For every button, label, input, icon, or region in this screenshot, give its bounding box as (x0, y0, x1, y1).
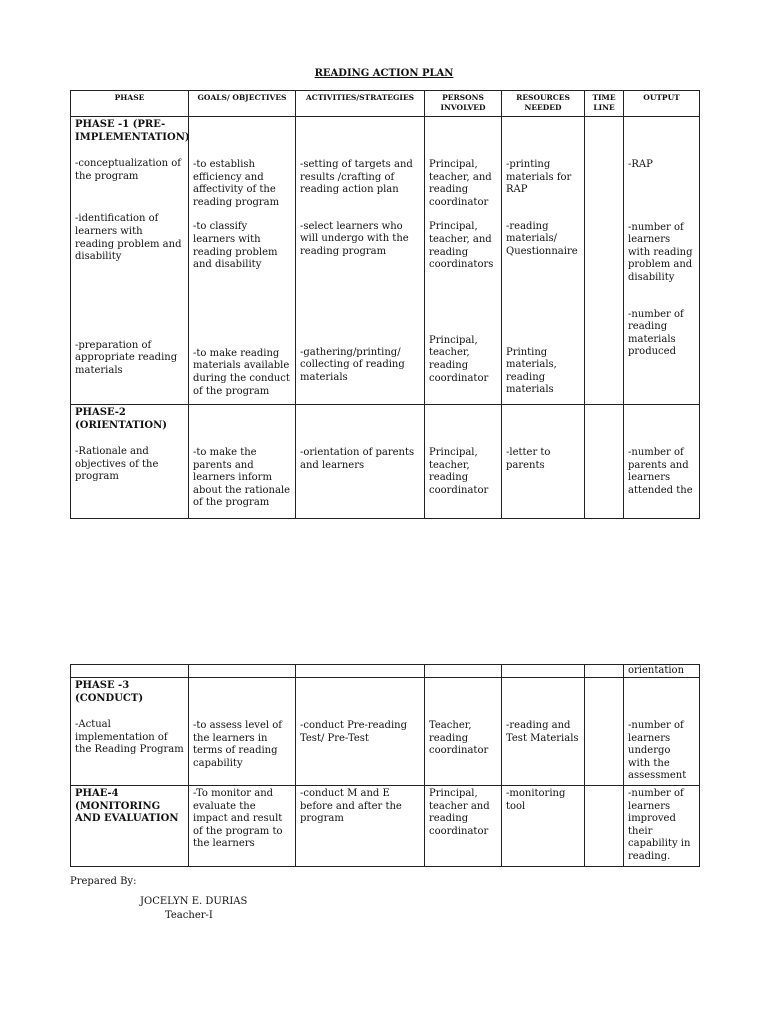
goal-cell: -to make the parents and learners inform about the rationale of the program (193, 447, 291, 509)
action-plan-table-continued (70, 664, 700, 867)
header-persons: PERSONS INVOLVED (425, 91, 502, 117)
activity-cell: -select learners who will undergo with the reading program (300, 220, 409, 257)
persons-cell: Teacher, reading coordinator (429, 720, 489, 757)
resources-cell: -reading and Test Materials (506, 720, 579, 744)
phase-2-label: PHASE-2 (ORIENTATION) (75, 407, 168, 431)
persons-cell: Principal, teacher, and reading coordinators (429, 221, 494, 271)
phase-cell: -Rationale and objectives of the program (75, 446, 159, 483)
header-output: OUTPUT (624, 91, 700, 117)
phase-1-label: PHASE -1 (PRE-IMPLEMENTATION) (75, 119, 190, 143)
activity-cell: -gathering/printing/ collecting of reading materials (300, 346, 405, 383)
phase-cell: -Actual implementation of the Reading Program (75, 719, 184, 756)
preparer-position: Teacher-I (165, 910, 213, 921)
output-cell: -number of parents and learners attended the (628, 447, 693, 496)
timeline-cell (585, 117, 624, 405)
table-row (71, 678, 700, 786)
resources-cell: -printing materials for RAP (506, 159, 572, 196)
goal-cell: -to establish efficiency and affectivity of the reading program (193, 159, 280, 208)
header-goals: GOALS/ OBJECTIVES (189, 91, 296, 117)
output-continuation: orientation (624, 665, 700, 678)
output-cell: -RAP (628, 159, 653, 170)
persons-cell: Principal, teacher, and reading coordinator (429, 159, 492, 208)
persons-cell: Principal, teacher and reading coordinator (425, 785, 502, 866)
phase-cell: -identification of learners with reading problem and disability (75, 213, 182, 263)
header-activities: ACTIVITIES/STRATEGIES (296, 91, 425, 117)
header-resources: RESOURCES NEEDED (502, 91, 585, 117)
activity-cell: -conduct M and E before and after the program (296, 785, 425, 866)
output-cell: -number of learners undergo with the assessment (628, 720, 687, 782)
header-timeline: TIME LINE (585, 91, 624, 117)
phase-4-label: PHAE-4 (MONITORING AND EVALUATION (75, 787, 179, 825)
timeline-cell (585, 785, 624, 866)
table-row (71, 117, 700, 405)
timeline-cell (585, 405, 624, 519)
document-title: READING ACTION PLAN (314, 68, 454, 79)
persons-cell: Principal, teacher, reading coordinator (429, 447, 489, 496)
activity-cell: -orientation of parents and learners (300, 447, 415, 471)
goal-cell: -to make reading materials available during the conduct of the program (193, 347, 290, 397)
header-phase: PHASE (71, 91, 189, 117)
resources-cell: Printing materials, reading materials (506, 346, 557, 396)
table-row (71, 785, 700, 866)
prepared-by-label: Prepared By: (70, 876, 137, 887)
output-cell: -number of reading materials produced (628, 308, 684, 358)
table-row (71, 405, 700, 519)
goal-cell: -To monitor and evaluate the impact and result of the program to the learners (189, 785, 296, 866)
output-cell: -number of learners improved their capability in reading. (624, 785, 700, 866)
timeline-cell (585, 678, 624, 786)
phase-cell: -preparation of appropriate reading materials (75, 339, 178, 376)
resources-cell: -reading materials/ Questionnaire (506, 220, 578, 257)
persons-cell: Principal, teacher, reading coordinator (429, 334, 489, 384)
table-header-row (71, 91, 700, 117)
phase-3-label: PHASE -3 (CONDUCT) (75, 680, 144, 704)
preparer-name: JOCELYN E. DURIAS (140, 896, 248, 907)
resources-cell: -letter to parents (506, 447, 551, 471)
resources-cell: -monitoring tool (502, 785, 585, 866)
phase-cell: -conceptualization of the program (75, 158, 181, 182)
table-row (71, 665, 700, 678)
activity-cell: -conduct Pre-reading Test/ Pre-Test (300, 720, 407, 744)
output-cell: -number of learners with reading problem and disability (628, 221, 693, 283)
goal-cell: -to classify learners with reading problem and disability (193, 221, 278, 271)
action-plan-table (70, 90, 700, 519)
activity-cell: -setting of targets and results /crafting of reading action plan (300, 159, 413, 196)
goal-cell: -to assess level of the learners in terms of reading capability (193, 720, 282, 769)
